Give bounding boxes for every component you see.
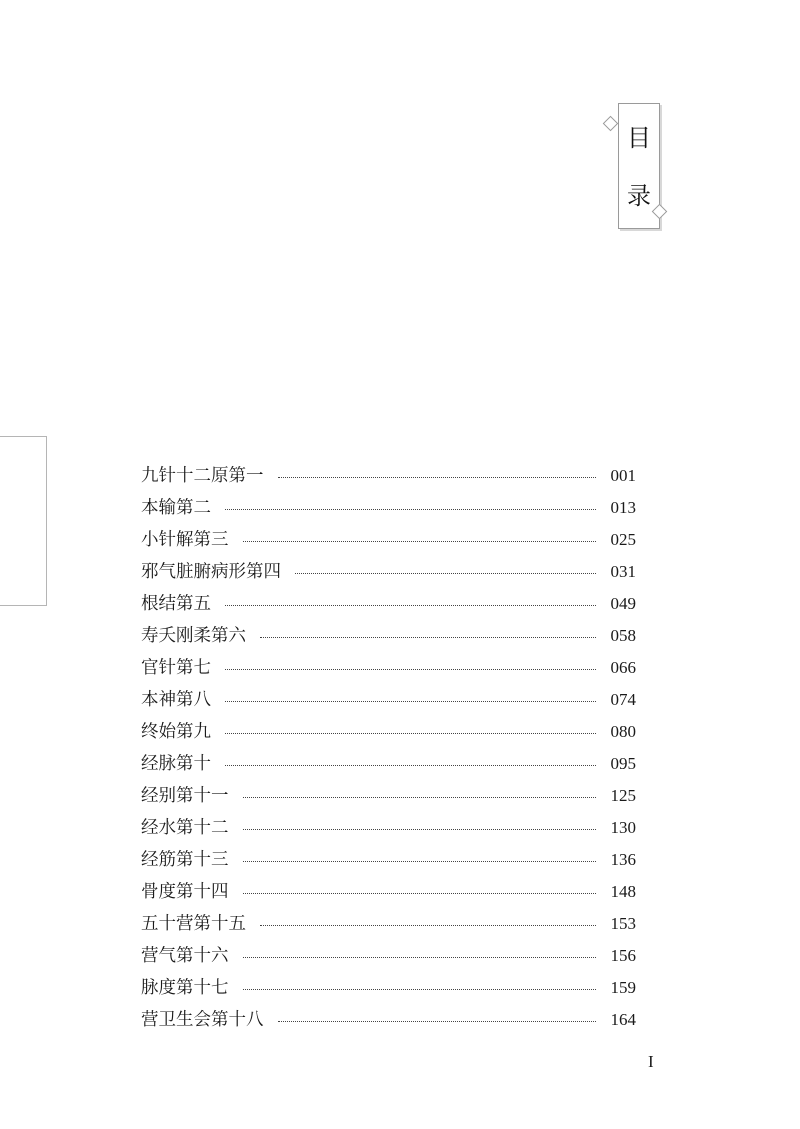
dot-leader [243, 989, 597, 990]
toc-entry[interactable] [141, 748, 636, 780]
toc-entry[interactable] [141, 620, 636, 652]
toc-entry-page: 095 [610, 754, 636, 773]
toc-entry-page: 058 [610, 626, 636, 645]
toc-entry[interactable] [141, 556, 636, 588]
toc-entry-page: 049 [610, 594, 636, 613]
toc-entry-page: 074 [610, 690, 636, 709]
toc-entry-page: 148 [610, 882, 636, 901]
dot-leader [260, 637, 596, 638]
toc-entry-page: 031 [610, 562, 636, 581]
toc-entry-title: 终始第九 [141, 722, 211, 742]
toc-entry[interactable] [141, 588, 636, 620]
toc-entry-page: 136 [610, 850, 636, 869]
dot-leader [243, 797, 597, 798]
toc-entry-page: 025 [610, 530, 636, 549]
dot-leader [243, 893, 597, 894]
toc-entry[interactable] [141, 908, 636, 940]
toc-entry[interactable] [141, 684, 636, 716]
toc-entry-page: 125 [610, 786, 636, 805]
toc-entry[interactable] [141, 492, 636, 524]
page-edge-marker [0, 436, 47, 606]
dot-leader [278, 1021, 597, 1022]
dot-leader [225, 509, 596, 510]
toc-entry-title: 骨度第十四 [141, 882, 229, 902]
toc-entry-title: 营卫生会第十八 [141, 1010, 264, 1030]
toc-entry[interactable] [141, 972, 636, 1004]
dot-leader [225, 733, 596, 734]
dot-leader [243, 957, 597, 958]
toc-entry-page: 156 [610, 946, 636, 965]
toc-entry-title: 经筋第十三 [141, 850, 229, 870]
toc-entry[interactable] [141, 876, 636, 908]
toc-entry-page: 001 [610, 466, 636, 485]
dot-leader [225, 701, 596, 702]
toc-entry[interactable] [141, 460, 636, 492]
dot-leader [243, 541, 597, 542]
toc-entry[interactable] [141, 716, 636, 748]
toc-entry-page: 080 [610, 722, 636, 741]
toc-entry-title: 本神第八 [141, 690, 211, 710]
heading-char-2: 录 [627, 182, 651, 210]
dot-leader [243, 829, 597, 830]
toc-entry-page: 164 [610, 1010, 636, 1029]
dot-leader [225, 605, 596, 606]
toc-entry-title: 邪气脏腑病形第四 [141, 562, 281, 582]
toc-entry[interactable] [141, 780, 636, 812]
diamond-ornament-icon [603, 116, 619, 132]
dot-leader [278, 477, 597, 478]
toc-entry-page: 013 [610, 498, 636, 517]
toc-entry-title: 根结第五 [141, 594, 211, 614]
toc-entry-title: 官针第七 [141, 658, 211, 678]
toc-entry[interactable] [141, 844, 636, 876]
toc-entry-title: 五十营第十五 [141, 914, 246, 934]
toc-entry-page: 130 [610, 818, 636, 837]
toc-entry-title: 本输第二 [141, 498, 211, 518]
table-of-contents [141, 460, 636, 1036]
toc-entry[interactable] [141, 812, 636, 844]
toc-entry[interactable] [141, 524, 636, 556]
heading-char-1: 目 [627, 124, 651, 152]
toc-entry-title: 经水第十二 [141, 818, 229, 838]
toc-entry-title: 营气第十六 [141, 946, 229, 966]
toc-entry[interactable] [141, 652, 636, 684]
dot-leader [225, 765, 596, 766]
dot-leader [260, 925, 596, 926]
toc-entry[interactable] [141, 940, 636, 972]
dot-leader [295, 573, 596, 574]
dot-leader [243, 861, 597, 862]
toc-entry-title: 小针解第三 [141, 530, 229, 550]
toc-entry[interactable] [141, 1004, 636, 1036]
toc-entry-page: 153 [610, 914, 636, 933]
toc-entry-title: 寿夭刚柔第六 [141, 626, 246, 646]
page-number: I [648, 1052, 654, 1071]
toc-entry-title: 经脉第十 [141, 754, 211, 774]
toc-entry-title: 经别第十一 [141, 786, 229, 806]
toc-entry-page: 066 [610, 658, 636, 677]
toc-entry-title: 九针十二原第一 [141, 466, 264, 486]
toc-entry-page: 159 [610, 978, 636, 997]
dot-leader [225, 669, 596, 670]
toc-entry-title: 脉度第十七 [141, 978, 229, 998]
